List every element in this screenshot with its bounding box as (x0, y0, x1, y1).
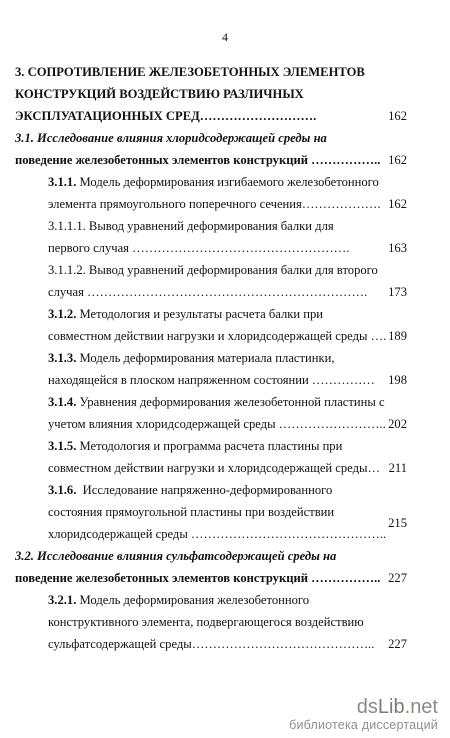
toc-section-3-1-6-page: 215 (388, 516, 407, 530)
toc-section-3-1-1-page: 162 (388, 197, 407, 211)
watermark-logo-ds: ds (356, 696, 378, 718)
toc-section-3-1-3-page: 198 (388, 373, 407, 387)
toc-section-3-1-4-line2: учетом влияния хлоридсодержащей среды …………………….. (48, 417, 386, 431)
toc-section-3-1-2-line1 (48, 307, 323, 322)
watermark-logo-dot: . (404, 696, 411, 718)
toc-section-3-1-5-num: 3.1.5. (48, 439, 77, 453)
toc-section-3-1-4-title: Уравнения деформирования железобетонной пластины с (79, 395, 385, 409)
toc-section-3-1-3-line1 (48, 351, 335, 366)
toc-section-3-1-1-2-page: 173 (388, 285, 407, 299)
toc-section-3-1-1-1-page: 163 (388, 241, 407, 255)
toc-section-3-1-2-page: 189 (388, 329, 407, 343)
toc-section-3-1-5-line1 (48, 439, 342, 454)
toc-section-3-2-1-num: 3.2.1. (48, 593, 77, 607)
toc-section-3-1-6-line1 (48, 483, 332, 498)
watermark-logo-lib: Lib (377, 696, 405, 718)
toc-section-3-2-line1: 3.2. Исследование влияния сульфатсодержащей среды на (15, 549, 337, 563)
toc-section-3-1-4-page: 202 (388, 417, 407, 431)
toc-section-3-1-1-num: 3.1.1. (48, 175, 77, 189)
toc-section-3-1-1-1-line1: 3.1.1.1. Вывод уравнений деформирования балки для (48, 219, 334, 233)
toc-section-3-1-4-line1 (48, 395, 385, 410)
toc-section-3-1-1-line2: элемента прямоугольного поперечного сечения………………. (48, 197, 381, 211)
toc-section-3-1-1-title: Модель деформирования изгибаемого железобетонного (79, 175, 379, 189)
toc-section-3-1-6-line3: хлоридсодержащей среды ……………………………………….. (48, 527, 387, 541)
toc-section-3-2-1-line3: сульфатсодержащей среды…………………………………….. (48, 637, 375, 651)
watermark-logo (289, 696, 438, 718)
toc-section-3-page: 162 (388, 109, 407, 123)
toc-section-3-1-6-title: Исследование напряженно-деформированного (82, 483, 333, 497)
toc-section-3-1-6-num: 3.1.6. (48, 483, 77, 497)
toc-section-3-1-5-title: Методология и программа расчета пластины при (79, 439, 343, 453)
toc-section-3-line1: 3. СОПРОТИВЛЕНИЕ ЖЕЛЕЗОБЕТОННЫХ ЭЛЕМЕНТОВ (15, 65, 365, 79)
toc-section-3-2-line2: поведение железобетонных элементов конструкций …………….. (15, 571, 381, 585)
toc-section-3-1-5-page: 211 (388, 461, 407, 475)
toc-section-3-2-1-line2: конструктивного элемента, подвергающегося воздействию (48, 615, 364, 629)
watermark-subtitle: библиотека диссертаций (289, 718, 438, 732)
toc-section-3-1-1-line1 (48, 175, 379, 190)
toc-section-3-1-3-line2: находящейся в плоском напряженном состоянии …………… (48, 373, 375, 387)
toc-section-3-1-5-line2: совместном действии нагрузки и хлоридсодержащей среды… (48, 461, 381, 475)
toc-section-3-1-3-title: Модель деформирования материала пластинки, (79, 351, 335, 365)
watermark (289, 696, 438, 732)
toc-section-3-2-1-title: Модель деформирования железобетонного (79, 593, 310, 607)
toc-section-3-1-1-2-line1: 3.1.1.2. Вывод уравнений деформирования балки для второго (48, 263, 378, 277)
toc-section-3-1-2-title: Методология и результаты расчета балки при (79, 307, 324, 321)
toc-section-3-2-page: 227 (388, 571, 407, 585)
toc-section-3-1-page: 162 (388, 153, 407, 167)
toc-section-3-1-1-2-line2: случая …………………………………………………………. (48, 285, 368, 299)
toc-section-3-line3: ЭКСПЛУАТАЦИОННЫХ СРЕД………………………. (15, 109, 317, 123)
toc-section-3-line2: КОНСТРУКЦИЙ ВОЗДЕЙСТВИЮ РАЗЛИЧНЫХ (15, 87, 304, 101)
toc-section-3-1-line1: 3.1. Исследование влияния хлоридсодержащей среды на (15, 131, 327, 145)
toc-section-3-1-6-line2: состояния прямоугольной пластины при воздействии (48, 505, 335, 519)
toc-section-3-1-line2: поведение железобетонных элементов конструкций …………….. (15, 153, 381, 167)
toc-section-3-1-2-line2: совместном действии нагрузки и хлоридсодержащей среды …. (48, 329, 387, 343)
toc-section-3-1-2-num: 3.1.2. (48, 307, 77, 321)
toc-section-3-1-3-num: 3.1.3. (48, 351, 77, 365)
toc-section-3-1-4-num: 3.1.4. (48, 395, 77, 409)
page-number: 4 (222, 30, 228, 44)
toc-section-3-2-1-line1 (48, 593, 309, 608)
toc-section-3-2-1-page: 227 (388, 637, 407, 651)
toc-section-3-1-1-1-line2: первого случая ……………………………………………. (48, 241, 350, 255)
watermark-logo-net: net (410, 696, 438, 718)
